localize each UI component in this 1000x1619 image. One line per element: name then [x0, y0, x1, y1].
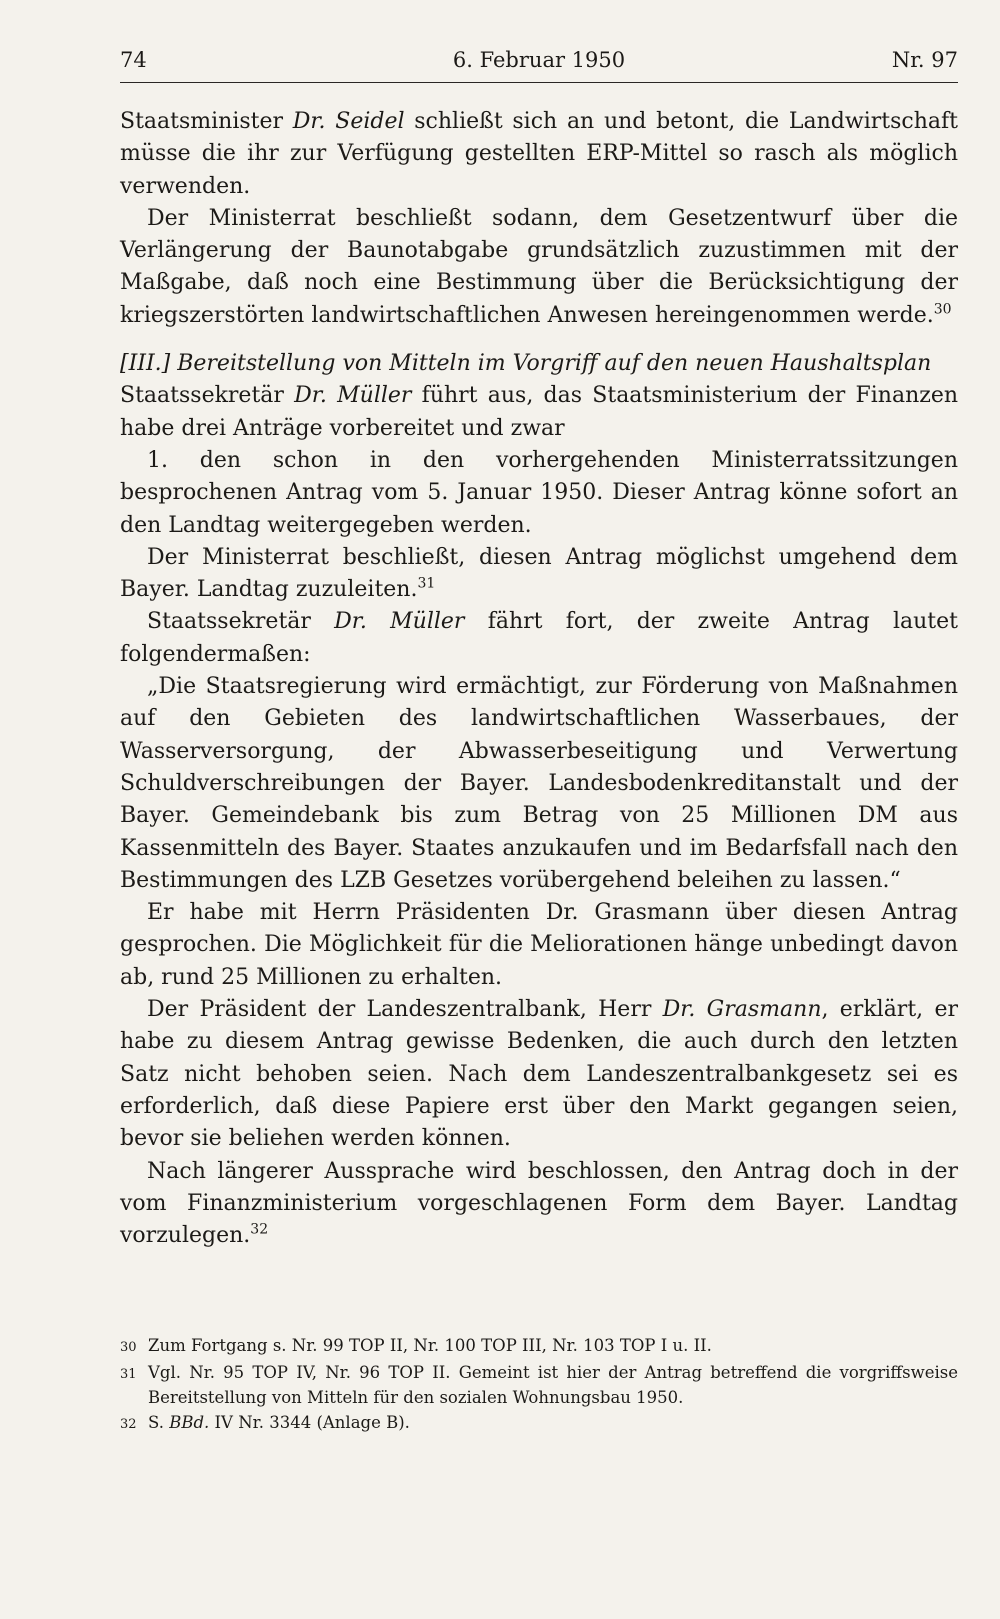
paragraph: Er habe mit Herrn Präsidenten Dr. Grasmann über diesen Antrag gesprochen. Die Möglichkeit für die Meliorationen hänge unbedingt davon ab, rund 25 Millionen zu erhalten.: [120, 900, 958, 990]
paragraph: Der Ministerrat beschließt sodann, dem Gesetzentwurf über die Verlängerung der Baunotabgabe grundsätzlich zuzustimmen mit der Maßgabe, daß noch eine Bestimmung über die Berücksichtigung der kriegszerstörten landwirtschaftlichen Anwesen hereingenommen werde.$^{30}$: [120, 205, 958, 328]
paragraph: Der Präsident der Landeszentralbank, Herr Dr. Grasmann, erklärt, er habe zu diesem Antrag gewisse Bedenken, die auch durch den letzten Satz nicht behoben seien. Nach dem Landeszentralbankgesetz sei es erforderlich, daß diese Papiere erst über den Markt gegangen seien, bevor sie beliehen werden können.: [120, 997, 958, 1152]
paragraph: Staatssekretär Dr. Müller führt aus, das Staatsministerium der Finanzen habe drei Anträge vorbereitet und zwar: [120, 383, 959, 441]
footnote-number: 31: [120, 1367, 137, 1382]
paragraph: Nach längerer Aussprache wird beschlossen, den Antrag doch in der vom Finanzministerium vorgeschlagenen Form dem Bayer. Landtag vorzulegen.$^{32}$: [120, 1158, 958, 1249]
running-header: [120, 44, 958, 83]
paragraph: 1. den schon in den vorhergehenden Ministerratssitzungen besprochenen Antrag vom 5. Januar 1950. Dieser Antrag könne sofort an den Landtag weitergegeben werden.: [120, 447, 958, 538]
footnote-ref: 31: [417, 575, 436, 592]
issue-number: Nr. 97: [891, 48, 958, 72]
footnotes: [120, 1333, 958, 1437]
header-date: 6. Februar 1950: [452, 48, 626, 72]
footnote: [120, 1333, 958, 1360]
footnote-number: 32: [120, 1417, 137, 1432]
paragraph: Der Ministerrat beschließt, diesen Antrag möglichst umgehend dem Bayer. Landtag zuzuleiten.$^{31}$: [120, 544, 958, 603]
footnote: [120, 1410, 958, 1437]
footnote: [120, 1360, 958, 1410]
paragraph: Staatsminister Dr. Seidel schließt sich an und betont, die Landwirtschaft müsse die ihr zur Verfügung gestellten ERP-Mittel so rasch als möglich verwenden.: [120, 109, 958, 199]
main-text: [120, 106, 958, 1252]
footnote-text: Vgl. Nr. 95 TOP IV, Nr. 96 TOP II. Gemeint ist hier der Antrag betreffend die vorgriffsweise Bereitstellung von Mitteln für den sozialen Wohnungsbau 1950.: [148, 1363, 958, 1407]
footnote-ref: 30: [933, 301, 952, 318]
footnote-text: S. BBd. IV Nr. 3344 (Anlage B).: [148, 1413, 410, 1432]
section-heading: [III.] Bereitstellung von Mitteln im Vorgriff auf den neuen Haushaltsplan: [120, 351, 932, 377]
quoted-motion: „Die Staatsregierung wird ermächtigt, zur Förderung von Maßnahmen auf den Gebieten des landwirtschaftlichen Wasserbaues, der Wasserversorgung, der Abwasserbeseitigung und Verwertung Schuldverschreibungen der Bayer. Landesbodenkreditanstalt und der Bayer. Gemeindebank bis zum Betrag von 25 Millionen DM aus Kassenmitteln des Bayer. Staates anzukaufen und im Bedarfsfall nach den Bestimmungen des LZB Gesetzes vorübergehend beleihen zu lassen.“: [120, 674, 958, 893]
footnote-number: 30: [120, 1340, 137, 1355]
footnote-text: Zum Fortgang s. Nr. 99 TOP II, Nr. 100 TOP III, Nr. 103 TOP I u. II.: [148, 1336, 712, 1355]
page-number: 74: [120, 48, 147, 72]
paragraph: Staatssekretär Dr. Müller fährt fort, der zweite Antrag lautet folgendermaßen:: [120, 609, 959, 667]
footnote-ref: 32: [250, 1221, 269, 1238]
